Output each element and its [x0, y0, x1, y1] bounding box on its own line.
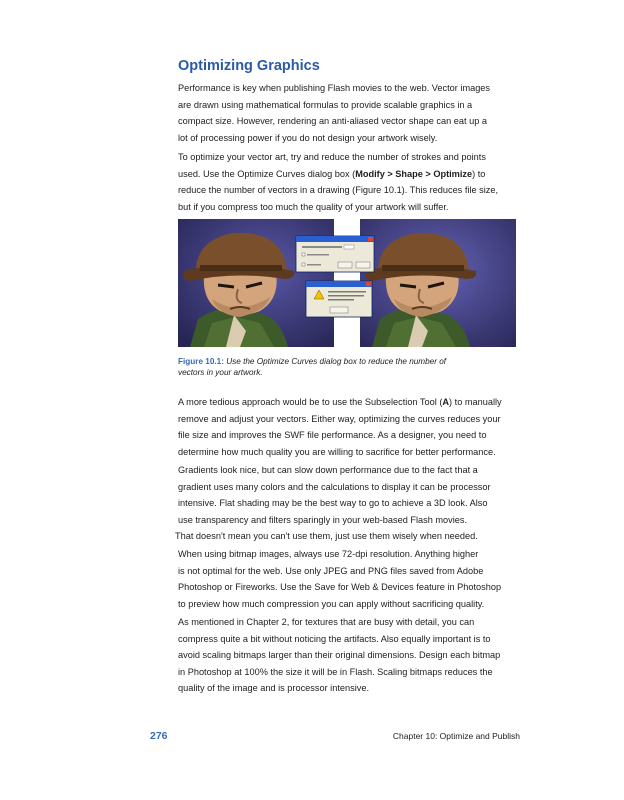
text-line: gradient uses many colors and the calculations to display it can be processor — [178, 481, 491, 492]
text-line: When using bitmap images, always use 72-dpi resolution. Anything higher — [178, 549, 479, 559]
running-head: Chapter 10: Optimize and Publish — [392, 731, 520, 741]
optimize-result-alert — [306, 281, 372, 317]
text-line — [178, 166, 522, 183]
paragraph-bitmaps — [178, 546, 522, 612]
text-line: Photoshop or Fireworks. Use the Save for Web & Devices feature in Photoshop — [178, 582, 502, 592]
text-line: avoid scaling bitmaps larger than their original dimensions. Design each bitmap — [178, 650, 501, 660]
text-line — [178, 394, 522, 411]
text-line: compact size. However, rendering an anti-aliased vector shape can eat up a — [178, 116, 487, 126]
text-fragment: used. Use the Optimize Curves dialog box ( — [178, 168, 356, 179]
section-heading: Optimizing Graphics — [178, 58, 320, 74]
shortcut-key: A — [442, 397, 450, 407]
text-line: determine how much quality you are willing to sacrifice for better performance. — [178, 446, 496, 457]
text-line: in Photoshop at 100% the size it will be in Flash. Scaling bitmaps reduces the — [178, 666, 493, 677]
page-number: 276 — [150, 730, 168, 742]
text-line: compress quite a bit without noticing the artifacts. Also equally important is to — [178, 633, 491, 644]
caption-text: Use the Optimize Curves dialog box to reduce the number of — [226, 357, 447, 366]
text-fragment: ) to — [472, 168, 486, 179]
text-line: but if you compress too much the quality of your artwork will suffer. — [178, 201, 449, 212]
caption-text: vectors in your artwork. — [178, 368, 263, 377]
text-line: use transparency and filters sparingly in your web-based Flash movies. — [178, 514, 468, 525]
text-line: To optimize your vector art, try and reduce the number of strokes and points — [178, 152, 486, 162]
text-line: intensive. Flat shading may be the best way to go to achieve a 3D look. Also — [178, 498, 488, 508]
paragraph-optimize-vector — [178, 149, 522, 215]
text-fragment: A more tedious approach would be to use the Subselection Tool ( — [178, 397, 443, 407]
text-fragment: ) to manually — [449, 397, 502, 407]
optimize-curves-dialog — [296, 236, 374, 272]
figure-label: Figure 10.1: — [178, 357, 224, 366]
figure-10-1-image — [178, 219, 516, 347]
optimized-artwork-panel — [360, 219, 516, 347]
text-line: file size and improves the SWF file performance. As a designer, you need to — [178, 430, 487, 440]
menu-path: Modify > Shape > Optimize — [355, 168, 473, 179]
comparison-illustration — [178, 219, 516, 347]
text-line: to preview how much compression you can apply without sacrificing quality. — [178, 598, 485, 609]
text-line: lot of processing power if you do not design your artwork wisely. — [178, 132, 438, 143]
paragraph-gradients — [175, 462, 522, 545]
text-line: Performance is key when publishing Flash movies to the web. Vector images — [178, 83, 491, 93]
text-line: remove and adjust your vectors. Either way, optimizing the curves reduces your — [178, 413, 501, 424]
paragraph-subselection — [178, 394, 522, 460]
text-line: reduce the number of vectors in a drawing (Figure 10.1). This reduces file size, — [178, 185, 499, 195]
text-line: are drawn using mathematical formulas to provide scalable graphics in a — [178, 99, 473, 110]
text-line: is not optimal for the web. Use only JPEG and PNG files saved from Adobe — [178, 565, 484, 576]
text-line: Gradients look nice, but can slow down performance due to the fact that a — [178, 465, 478, 475]
text-line: That doesn't mean you can't use them, just use them wisely when needed. — [175, 531, 478, 541]
paragraph-textures — [178, 614, 522, 697]
figure-caption — [178, 356, 522, 378]
paragraph-performance — [178, 80, 522, 146]
text-line: As mentioned in Chapter 2, for textures that are busy with detail, you can — [178, 617, 475, 627]
text-line: quality of the image and is processor intensive. — [178, 683, 369, 693]
